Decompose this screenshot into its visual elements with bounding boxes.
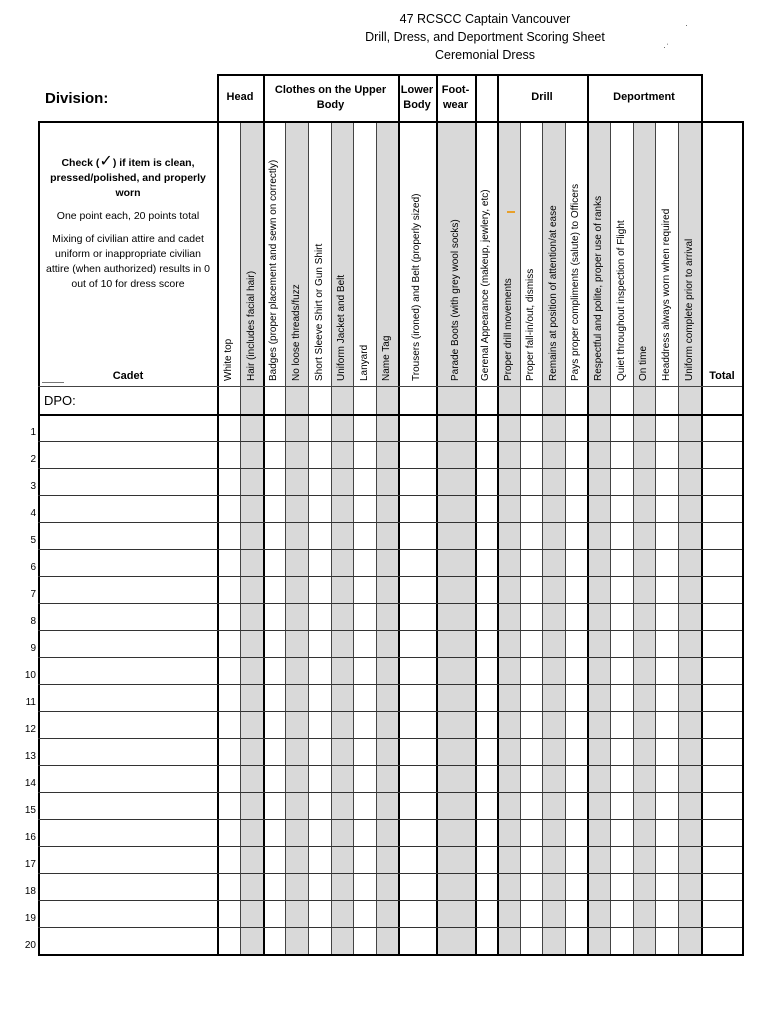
group-header-lower: Lower Body (400, 83, 434, 111)
group-header-drill: Drill (531, 91, 553, 103)
column-line (436, 74, 438, 954)
cadet-name-cell[interactable] (40, 577, 217, 603)
total-cell[interactable] (703, 631, 742, 657)
column-label: Proper fall-in/out, dismiss (525, 268, 536, 381)
title-line-1: 47 RCSCC Captain Vancouver (399, 12, 571, 26)
total-cell[interactable] (703, 766, 742, 792)
table-right-border (742, 121, 744, 954)
row-number: 14 (24, 778, 36, 789)
row-number: 2 (30, 454, 36, 465)
column-line (610, 121, 611, 954)
title-line-2: Drill, Dress, and Deportment Scoring Sheet (365, 30, 605, 44)
group-header-deport: Deportment (613, 91, 675, 103)
shaded-column (376, 121, 398, 954)
dpo-label: DPO: (44, 393, 76, 408)
subheader-border (38, 121, 744, 123)
total-cell[interactable] (703, 523, 742, 549)
column-label: Gerenal Appearance (makeup, jewlery, etc) (480, 189, 491, 381)
cadet-name-cell[interactable] (40, 712, 217, 738)
total-cell[interactable] (703, 712, 742, 738)
cadet-name-cell[interactable] (40, 901, 217, 927)
column-line (376, 121, 377, 954)
cadet-name-cell[interactable] (40, 685, 217, 711)
title-line-3: Ceremonial Dress (434, 48, 536, 62)
column-line (655, 121, 656, 954)
cadet-name-cell[interactable] (40, 604, 217, 630)
row-number: 9 (30, 643, 36, 654)
total-column-label: Total (709, 370, 735, 382)
cadet-name-cell[interactable] (40, 820, 217, 846)
column-line (633, 121, 634, 954)
column-line (565, 121, 566, 954)
column-label: Trousers (ironed) and Belt (properly sized) (411, 193, 422, 381)
column-label: Lanyard (358, 344, 370, 381)
row-number: 10 (24, 670, 36, 681)
column-line (398, 74, 400, 954)
division-label: Division: (45, 90, 109, 107)
column-line (497, 74, 499, 954)
row-number: 3 (30, 481, 36, 492)
table-bottom-border (38, 954, 744, 956)
column-line (475, 74, 477, 954)
column-label: Parade Boots (with grey wool socks) (449, 219, 461, 381)
total-cell[interactable] (703, 901, 742, 927)
shaded-column (285, 121, 308, 954)
cadet-name-cell[interactable] (40, 658, 217, 684)
shaded-column (497, 121, 520, 954)
column-line (240, 121, 241, 954)
column-label: Headdress always worn when required (660, 208, 672, 381)
cadet-name-cell[interactable] (40, 496, 217, 522)
row-number: 13 (24, 751, 36, 762)
total-cell[interactable] (703, 442, 742, 468)
column-label: Name Tag (381, 335, 392, 381)
group-header-head: Head (226, 91, 254, 103)
cadet-name-cell[interactable] (40, 928, 217, 954)
total-cell[interactable] (703, 550, 742, 576)
cadet-name-cell[interactable] (40, 415, 217, 441)
total-cell[interactable] (703, 496, 742, 522)
column-label: Uniform complete prior to arrival (683, 238, 695, 381)
column-label: On time (638, 345, 649, 381)
column-line (520, 121, 521, 954)
row-number: 6 (30, 562, 36, 573)
row-number: 1 (30, 427, 36, 438)
divider-tick (42, 382, 64, 383)
row-number: 18 (24, 886, 36, 897)
cadet-name-cell[interactable] (40, 469, 217, 495)
instructions (42, 154, 214, 300)
column-label: Uniform Jacket and Belt (336, 274, 347, 381)
column-label: Quiet throughout inspection of Flight (615, 220, 627, 381)
column-line (587, 74, 589, 954)
total-cell[interactable] (703, 793, 742, 819)
total-cell[interactable] (703, 415, 742, 441)
column-line (263, 74, 265, 954)
column-label: Hair (includes facial hair) (245, 270, 257, 381)
column-line (678, 121, 679, 954)
column-label: Proper drill movements (502, 278, 514, 381)
column-label: No loose threads/fuzz (290, 284, 302, 381)
row-number: 7 (30, 589, 36, 600)
cadet-name-cell[interactable] (40, 523, 217, 549)
row-number: 4 (30, 508, 36, 519)
cadet-name-cell[interactable] (40, 847, 217, 873)
group-header-upper: Clothes on the Upper Body (274, 83, 387, 111)
total-cell[interactable] (703, 604, 742, 630)
column-label: Short Sleeve Shirt or Gun Shirt (313, 243, 325, 381)
row-number: 15 (24, 805, 36, 816)
scan-speck: · (685, 20, 688, 30)
shaded-column (633, 121, 655, 954)
total-cell[interactable] (703, 577, 742, 603)
column-label: Pays proper compliments (salute) to Officers (570, 183, 581, 381)
column-line (331, 121, 332, 954)
row-number: 17 (24, 859, 36, 870)
column-line (217, 74, 219, 954)
cadet-name-cell[interactable] (40, 739, 217, 765)
cadet-name-cell[interactable] (40, 766, 217, 792)
total-cell[interactable] (703, 847, 742, 873)
column-label: White top (222, 338, 234, 381)
group-header-foot: Foot-wear (441, 83, 470, 111)
total-cell[interactable] (703, 820, 742, 846)
check-prefix: Check ( (61, 157, 100, 169)
dpo-top-line (38, 386, 742, 387)
cadet-name-cell[interactable] (40, 793, 217, 819)
total-cell[interactable] (703, 469, 742, 495)
column-line (308, 121, 309, 954)
check-mark-icon: ✓ (99, 153, 113, 170)
points-note: One point each, 20 points total (56, 210, 200, 222)
row-number: 5 (30, 535, 36, 546)
row-number: 20 (24, 940, 36, 951)
total-cell[interactable] (703, 874, 742, 900)
row-number: 12 (24, 724, 36, 735)
column-label: Respectful and polite, proper use of ranks (592, 195, 604, 381)
check-instruction (42, 154, 214, 201)
column-line (542, 121, 543, 954)
mixing-note: Mixing of civilian attire and cadet uniform or inappropriate civilian attire (when authorized) results in 0 out of 10 for dress score (46, 233, 210, 290)
total-cell[interactable] (703, 928, 742, 954)
row-number: 11 (25, 697, 36, 708)
column-line (353, 121, 354, 954)
column-label: Badges (proper placement and sewn on correctly) (268, 159, 279, 381)
total-cell[interactable] (703, 685, 742, 711)
stray-mark (507, 211, 515, 213)
scan-speck: ·ˈ (663, 42, 669, 52)
total-cell[interactable] (703, 739, 742, 765)
shaded-column (331, 121, 353, 954)
total-cell[interactable] (703, 658, 742, 684)
column-line (285, 121, 286, 954)
cadet-name-cell[interactable] (40, 550, 217, 576)
cadet-column-label: Cadet (112, 370, 144, 382)
cadet-name-cell[interactable] (40, 874, 217, 900)
row-number: 19 (24, 913, 36, 924)
cadet-name-cell[interactable] (40, 631, 217, 657)
row-number: 8 (30, 616, 36, 627)
check-suffix: ) if item is clean, pressed/polished, and properly worn (50, 157, 206, 199)
column-label: Remains at position of attention/at ease (547, 205, 559, 381)
cadet-name-cell[interactable] (40, 442, 217, 468)
row-number: 16 (24, 832, 36, 843)
shaded-column (240, 121, 263, 954)
